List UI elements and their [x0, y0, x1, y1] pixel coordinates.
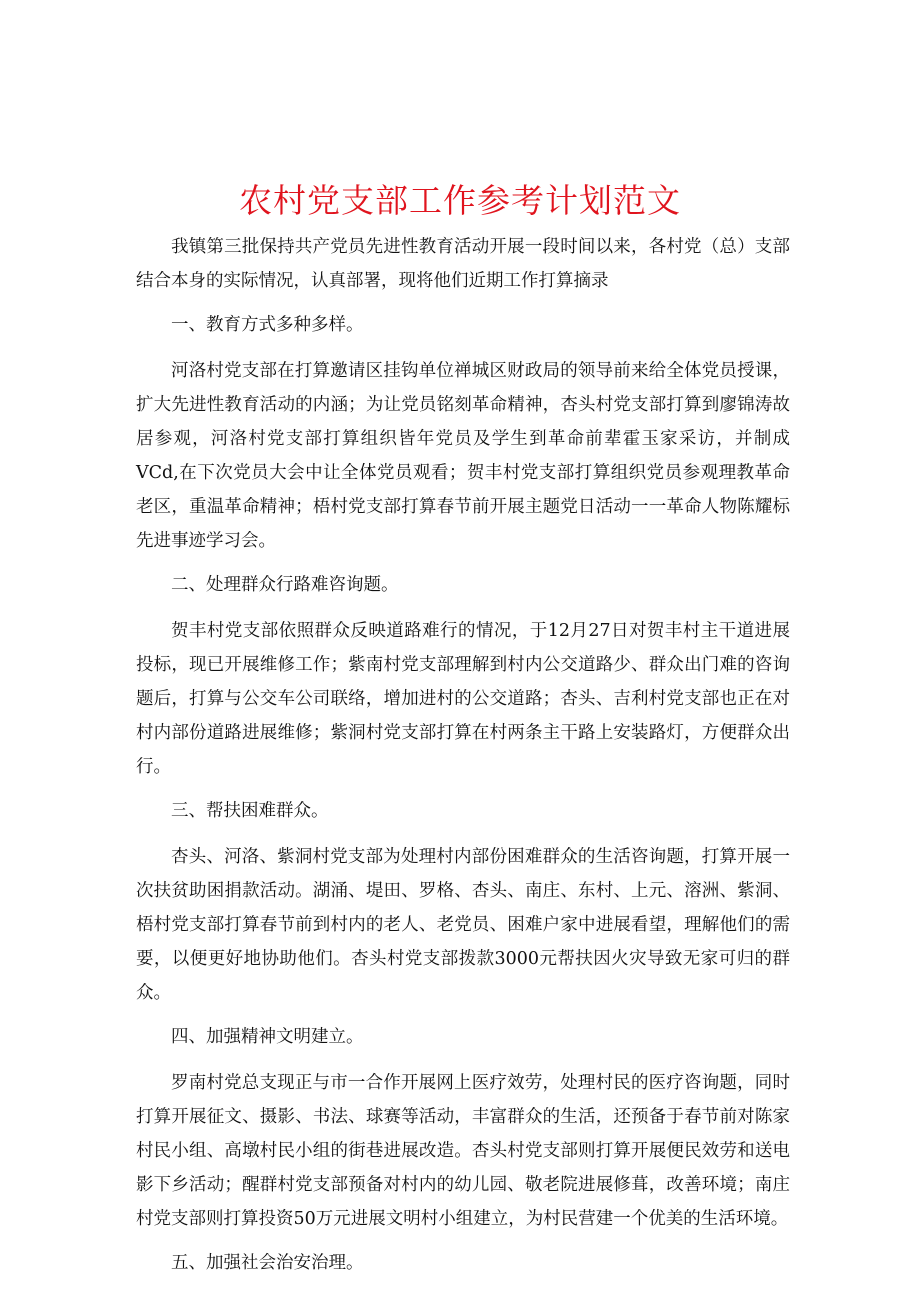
section-heading-1: 一、教育方式多种多样。 [171, 315, 364, 335]
intro-paragraph: 我镇第三批保持共产党员先进性教育活动开展一段时间以来，各村党（总）支部结合本身的实际情况，认真部署，现将他们近期工作打算摘录 [136, 237, 790, 291]
section-heading-4: 四、加强精神文明建立。 [171, 1027, 364, 1047]
section-paragraph-2: 贺丰村党支部依照群众反映道路难行的情况，于12月27日对贺丰村主干道进展投标，现已开展维修工作；紫南村党支部理解到村内公交道路少、群众出门难的咨询题后，打算与公交车公司联络，增加进村的公交道路；杏头、吉利村党支部也正在对村内部份道路进展维修；紫洞村党支部打算在村两条主干路上安装路灯，方便群众出行。 [136, 621, 790, 777]
section-paragraph-4: 罗南村党总支现正与市一合作开展网上医疗效劳，处理村民的医疗咨询题，同时打算开展征文、摄影、书法、球赛等活动，丰富群众的生活，还预备于春节前对陈家村民小组、高墩村民小组的街巷进展改造。杏头村党支部则打算开展便民效劳和送电影下乡活动；醒群村党支部预备对村内的幼儿园、敬老院进展修葺，改善环境；南庄村党支部则打算投资50万元进展文明村小组建立，为村民营建一个优美的生活环境。 [136, 1073, 790, 1229]
document-body [136, 230, 790, 1292]
section-heading-3: 三、帮扶困难群众。 [171, 801, 329, 821]
section-paragraph-3: 杏头、河洛、紫洞村党支部为处理村内部份困难群众的生活咨询题，打算开展一次扶贫助困捐款活动。湖涌、堤田、罗格、杏头、南庄、东村、上元、溶洲、紫洞、梧村党支部打算春节前到村内的老人、老党员、困难户家中进展看望，理解他们的需要，以便更好地协助他们。杏头村党支部拨款3000元帮扶因火灾导致无家可归的群众。 [136, 847, 790, 1003]
document-title: 农村党支部工作参考计划范文 [239, 181, 681, 220]
section-paragraph-1: 河洛村党支部在打算邀请区挂钩单位禅城区财政局的领导前来给全体党员授课，扩大先进性教育活动的内涵；为让党员铭刻革命精神，杏头村党支部打算到廖锦涛故居参观，河洛村党支部打算组织皆年党员及学生到革命前辈霍玉家采访，并制成VCd,在下次党员大会中让全体党员观看；贺丰村党支部打算组织党员参观理教革命老区，重温革命精神；梧村党支部打算春节前开展主题党日活动一一革命人物陈耀标先进事迹学习会。 [136, 361, 790, 551]
section-heading-2: 二、处理群众行路难咨询题。 [171, 575, 399, 595]
section-heading-5: 五、加强社会治安治理。 [171, 1253, 364, 1273]
